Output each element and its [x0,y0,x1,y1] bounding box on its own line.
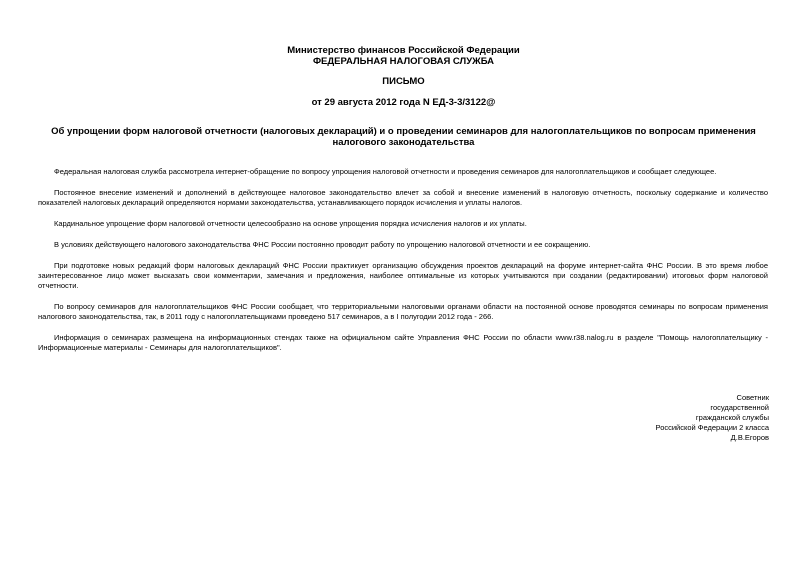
paragraph-5: При подготовке новых редакций форм налоговых деклараций ФНС России практикует организацию обсуждения проектов деклараций на форуме интернет-сайта ФНС России. В это время любое заинтересованное лицо может высказать свои комментарии, замечания и предложения, наиболее оптимальные из которых учитываются при создании (редактировании) итоговых форм налоговой отчетности. [38,261,768,290]
signature-position-line-3: гражданской службы [695,413,769,422]
signatory-name: Д.В.Егоров [730,433,769,442]
paragraph-7: Информация о семинарах размещена на информационных стендах также на официальном сайте Управления ФНС России по области www.r38.nalog.ru в разделе "Помощь налогоплательщику - Информационные материалы - Семинары для налогоплательщиков". [38,333,768,352]
signature-position-line-2: государственной [710,403,769,412]
document-date-number: от 29 августа 2012 года N ЕД-3-3/3122@ [311,97,496,108]
document-body [38,167,768,364]
signature-position-line-1: Советник [736,393,769,402]
paragraph-1: Федеральная налоговая служба рассмотрела интернет-обращение по вопросу упрощения налоговой отчетности и проведения семинаров для налогоплательщиков и сообщает следующее. [54,167,717,176]
paragraph-6: По вопросу семинаров для налогоплательщиков ФНС России сообщает, что территориальными налоговыми органами области на постоянной основе проводятся семинары по вопросам применения налогового законодательства, так, в 2011 году с налогоплательщиками проведено 517 семинаров, а в I полугодии 2012 года - 266. [38,302,768,321]
document-type: ПИСЬМО [382,76,425,87]
paragraph-2: Постоянное внесение изменений и дополнений в действующее налоговое законодательство влечет за собой и внесение изменений в налоговую отчетность, поскольку содержание и количество показателей налоговых деклараций определяются нормами законодательства, устанавливающего порядок исчисления и уплаты налогов. [38,188,768,207]
signature-block [529,393,769,443]
service-name: ФЕДЕРАЛЬНАЯ НАЛОГОВАЯ СЛУЖБА [312,56,495,67]
document-title: Об упрощении форм налоговой отчетности (налоговых деклараций) и о проведении семинаров для налогоплательщиков по вопросам применения налогового законодательства [51,126,756,148]
ministry-name: Министерство финансов Российской Федерации [287,45,520,56]
paragraph-4: В условиях действующего налогового законодательства ФНС России постоянно проводит работу по упрощению налоговой отчетности и ее сокращению. [54,240,591,249]
signature-position-line-4: Российской Федерации 2 класса [655,423,769,432]
paragraph-3: Кардинальное упрощение форм налоговой отчетности целесообразно на основе упрощения порядка исчисления налогов и их уплаты. [54,219,527,228]
